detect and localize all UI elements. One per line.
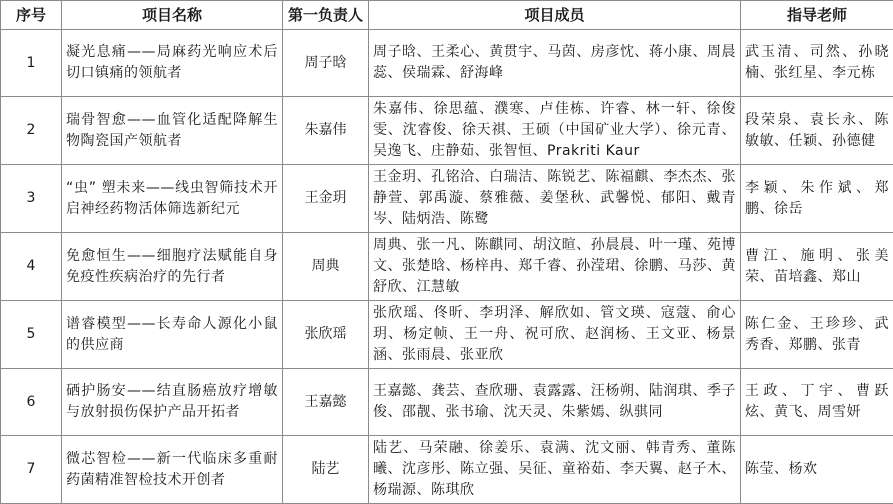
header-project-name: 项目名称: [62, 1, 283, 30]
project-lead: 陆艺: [283, 436, 369, 504]
row-index: 5: [1, 301, 62, 369]
project-lead: 周子晗: [283, 30, 369, 97]
project-lead: 朱嘉伟: [283, 97, 369, 165]
row-index: 1: [1, 30, 62, 97]
project-name: 免愈恒生——细胞疗法赋能自身免疫性疾病治疗的先行者: [62, 233, 283, 301]
project-lead: 王金玥: [283, 165, 369, 233]
table-row: [1, 30, 893, 97]
project-members: 周子晗、王柔心、黄贯宇、马茵、房彦忱、蒋小康、周晨蕊、侯瑞霖、舒海峰: [369, 30, 741, 97]
project-name: 瑞骨智愈——血管化适配降解生物陶瓷国产领航者: [62, 97, 283, 165]
row-index: 3: [1, 165, 62, 233]
table-row: [1, 301, 893, 369]
project-name: 谱睿模型——长寿命人源化小鼠的供应商: [62, 301, 283, 369]
project-lead: 王嘉懿: [283, 369, 369, 436]
project-members: 王金玥、孔铭洽、白瑞洁、陈锐艺、陈福麒、李杰杰、张静萱、郭禹漩、蔡雅薇、姜堡秋、武馨悦、郁阳、戴青岑、陆炳浩、陈鹭: [369, 165, 741, 233]
project-members: 张欣瑶、佟昕、李玥泽、解欣如、管文瑛、寇蔻、俞心玥、杨定帧、王一舟、祝可欣、赵润杨、王文亚、杨景涵、张雨晨、张亚欣: [369, 301, 741, 369]
project-name: 微芯智检——新一代临床多重耐药菌精准智检技术开创者: [62, 436, 283, 504]
table-row: [1, 97, 893, 165]
project-lead: 张欣瑶: [283, 301, 369, 369]
project-advisors: 曹江、施明、张美荣、苗培鑫、郑山: [741, 233, 893, 301]
project-advisors: 王政、丁宇、曹跃炫、黄飞、周雪妍: [741, 369, 893, 436]
project-advisors: 武玉清、司然、孙晓楠、张红星、李元栋: [741, 30, 893, 97]
header-advisors: 指导老师: [741, 1, 893, 30]
row-index: 7: [1, 436, 62, 504]
project-members: 陆艺、马荣融、徐姜乐、袁满、沈文丽、韩青秀、董陈曦、沈彦彤、陈立强、吴征、童裕茹、李天翼、赵子木、杨瑞源、陈琪欣: [369, 436, 741, 504]
table-row: [1, 165, 893, 233]
header-lead: 第一负责人: [283, 1, 369, 30]
project-advisors: 陈仁金、王珍珍、武秀香、郑鹏、张青: [741, 301, 893, 369]
row-index: 2: [1, 97, 62, 165]
project-advisors: 段荣泉、袁长永、陈敏敏、任颖、孙德健: [741, 97, 893, 165]
project-advisors: 李颖、朱作斌、郑鹏、徐岳: [741, 165, 893, 233]
project-name: 凝光息痛——局麻药光响应术后切口镇痛的领航者: [62, 30, 283, 97]
header-row: [1, 1, 893, 30]
project-name: 硒护肠安——结直肠癌放疗增敏与放射损伤保护产品开拓者: [62, 369, 283, 436]
project-members: 朱嘉伟、徐思蕴、濮寒、卢佳栋、许睿、林一轩、徐俊雯、沈睿俊、徐天祺、王硕（中国矿业大学）、徐元青、吴逸飞、庄静茹、张智恒、Prakriti Kaur: [369, 97, 741, 165]
project-name: “虫” 塑未来——线虫智筛技术开启神经药物活体筛选新纪元: [62, 165, 283, 233]
header-index: 序号: [1, 1, 62, 30]
project-lead: 周典: [283, 233, 369, 301]
row-index: 6: [1, 369, 62, 436]
project-members: 王嘉懿、龚芸、查欣珊、袁露露、汪杨朔、陆润琪、季子俊、邵靓、张书瑜、沈天灵、朱紫嫣、纵骐同: [369, 369, 741, 436]
table-row: [1, 436, 893, 504]
project-members: 周典、张一凡、陈麒同、胡汶暄、孙晨晨、叶一瑾、苑博文、张楚晗、杨梓冉、郑千睿、孙滢珺、徐鹏、马莎、黄舒欣、江慧敏: [369, 233, 741, 301]
row-index: 4: [1, 233, 62, 301]
table-row: [1, 233, 893, 301]
header-members: 项目成员: [369, 1, 741, 30]
table-row: [1, 369, 893, 436]
project-advisors: 陈莹、杨欢: [741, 436, 893, 504]
